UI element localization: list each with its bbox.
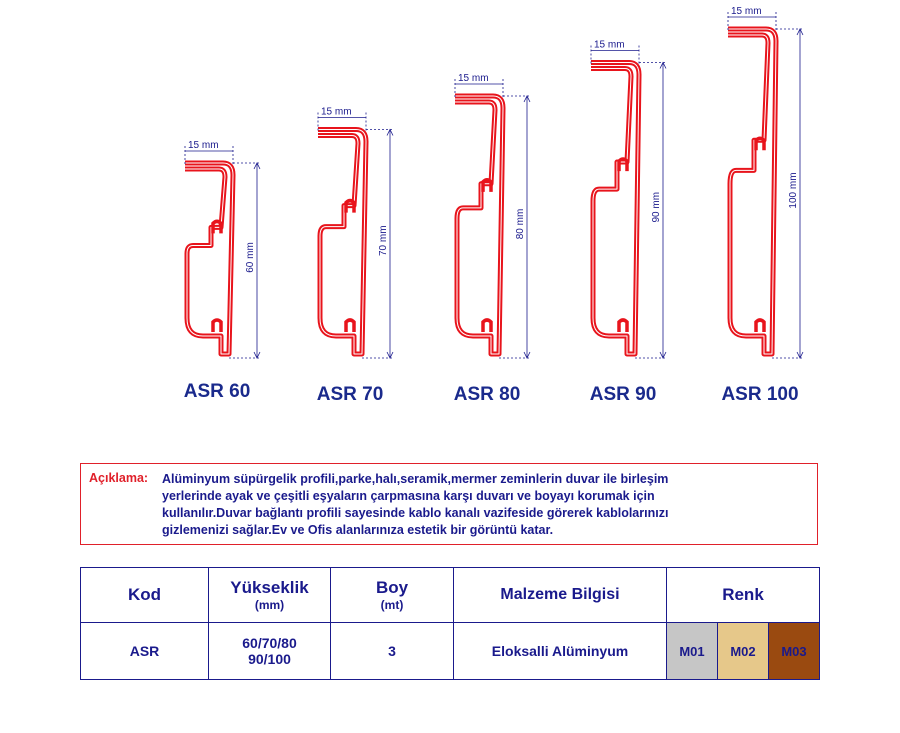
clip-detail bbox=[756, 138, 764, 150]
description-label: Açıklama: bbox=[89, 471, 149, 485]
profile-asr-100 bbox=[721, 6, 804, 405]
profile-name: ASR 60 bbox=[183, 381, 251, 402]
height-label: 90 mm bbox=[651, 191, 662, 223]
width-label: 15 mm bbox=[594, 39, 625, 51]
clip-detail bbox=[619, 320, 627, 332]
description-line: Alüminyum süpürgelik profili,parke,halı,seramik,mermer zeminlerin duvar ile birleşim bbox=[162, 472, 669, 486]
header-kod: Kod bbox=[81, 568, 209, 623]
clip-detail bbox=[213, 320, 221, 332]
profile-outline bbox=[728, 29, 776, 354]
header-malzeme: Malzeme Bilgisi bbox=[454, 568, 667, 623]
profile-asr-80 bbox=[454, 73, 531, 405]
color-swatch-m02: M02 bbox=[717, 623, 769, 679]
profile-asr-70 bbox=[317, 107, 394, 406]
header-yukseklik: Yükseklik (mm) bbox=[209, 568, 331, 623]
description-line: kullanılır.Duvar bağlantı profili sayesinde kablo kanalı vazifeside görerek kablolarınızı bbox=[162, 506, 669, 520]
profile-outline bbox=[318, 130, 366, 355]
profile-outline bbox=[591, 63, 639, 355]
clip-detail bbox=[346, 320, 354, 332]
clip-detail bbox=[483, 320, 491, 332]
profile-outline bbox=[455, 96, 503, 354]
width-label: 15 mm bbox=[458, 73, 489, 84]
table-header-row bbox=[81, 568, 820, 623]
profile-name: ASR 70 bbox=[316, 384, 384, 405]
header-boy: Boy (mt) bbox=[331, 568, 454, 623]
height-label: 100 mm bbox=[788, 172, 799, 209]
profile-outline bbox=[185, 163, 233, 354]
profile-name: ASR 80 bbox=[453, 384, 521, 405]
profile-name: ASR 100 bbox=[721, 384, 799, 405]
profile-name: ASR 90 bbox=[589, 384, 657, 405]
description-box bbox=[80, 463, 818, 545]
height-label: 60 mm bbox=[245, 242, 256, 273]
description-line: yerlerinde ayak ve çeşitli eşyaların çarpmasına karşı duvarı ve boyayı korumak için bbox=[162, 489, 655, 503]
width-label: 15 mm bbox=[188, 140, 219, 151]
height-label: 70 mm bbox=[378, 225, 389, 257]
description-line: gizlemenizi sağlar.Ev ve Ofis alanlarınıza estetik bir görüntü katar. bbox=[162, 523, 554, 537]
clip-detail bbox=[756, 320, 764, 332]
height-label: 80 mm bbox=[515, 208, 526, 240]
color-swatch-m03: M03 bbox=[769, 623, 819, 679]
clip-detail bbox=[619, 159, 627, 171]
profile-asr-90 bbox=[590, 40, 667, 406]
width-label: 15 mm bbox=[731, 6, 762, 17]
cell-yukseklik: 60/70/80 90/100 bbox=[209, 623, 331, 680]
table-row bbox=[81, 623, 820, 680]
header-renk: Renk bbox=[667, 568, 820, 623]
color-swatch-m01: M01 bbox=[667, 623, 717, 679]
cell-boy: 3 bbox=[331, 623, 454, 680]
spec-table bbox=[80, 567, 820, 680]
cell-renk bbox=[667, 623, 820, 680]
cell-malzeme: Eloksalli Alüminyum bbox=[454, 623, 667, 680]
profile-asr-60 bbox=[184, 140, 261, 402]
description-text bbox=[162, 471, 812, 539]
cell-kod: ASR bbox=[81, 623, 209, 680]
width-label: 15 mm bbox=[321, 106, 352, 118]
